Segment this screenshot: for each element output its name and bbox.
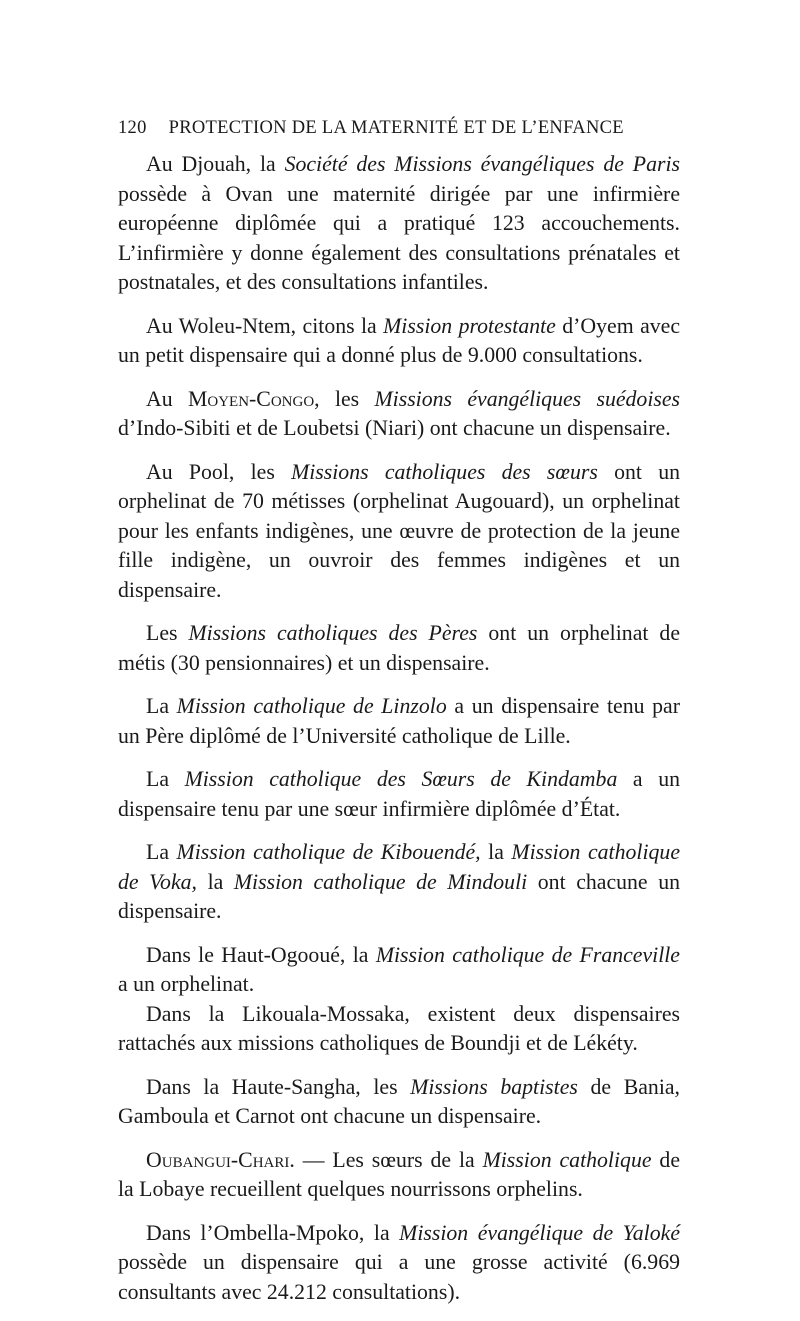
small-caps-run: Moyen-Congo [187,386,315,411]
text-run: Les [146,621,189,645]
italic-run: Mission catholique de Mindouli [233,869,528,894]
paragraph-haute-sangha [118,1073,680,1132]
italic-run: Mission catholique de Linzolo [176,694,447,718]
text-run: de Bania, Gamboula et Carnot ont chacune un dispensaire. [118,1074,680,1128]
text-run: d’Oyem avec un petit dispensaire qui a donné plus de 9.000 consultations. [118,313,680,367]
italic-run: Missions catholiques des sœurs [291,459,598,484]
text-run: — Les sœurs de la [294,1147,483,1172]
italic-run: Missions évangéliques suédoises [374,386,681,411]
text-run: a un dispensaire tenu par une sœur infirmière diplômée d’État. [118,767,680,821]
paragraph-linzolo [118,692,680,751]
text-run: La [146,767,185,791]
text-run: Dans la Likouala-Mossaka, existent deux dispensaires rattachés aux missions catholiques de Boundji et de Lékéty. [118,1001,680,1055]
paragraph-pool [118,458,680,606]
paragraph-oubangui-chari [118,1146,680,1205]
text-run: possède un dispensaire qui a une grosse activité (6.969 consultants avec 24.212 consultations). [118,1250,680,1304]
page-number: 120 [118,118,147,138]
text-run: Au Pool, les [146,459,292,484]
paragraph-moyen-congo [118,385,680,444]
running-header [118,118,678,139]
paragraph-haut-ogooue [118,941,680,1000]
text-run: a un dispensaire tenu par un Père diplômé de l’Université catholique de Lille. [118,694,680,748]
text-run: ont un orphelinat de 70 métisses (orphelinat Augouard), un orphelinat pour les enfants indigènes, une œuvre de protection de la jeune fille indigène, un ouvroir des femmes indigènes et un dispensaire. [118,459,681,602]
paragraph-kindamba [118,765,680,824]
italic-run: Mission protestante [383,313,556,338]
text-run: ont un orphelinat de métis (30 pensionnaires) et un dispensaire. [118,621,681,675]
italic-run: Mission catholique des Sœurs de Kindamba [184,767,618,791]
text-run: Dans l’Ombella-Mpoko, la [146,1220,400,1245]
body-text [118,150,680,1321]
text-run: Au Woleu-Ntem, citons la [146,313,384,338]
small-caps-run: Oubangui-Chari. [146,1147,295,1172]
italic-run: Mission catholique de Kibouendé, [176,840,481,864]
paragraph-kibouende [118,838,680,927]
text-run: Dans le Haut-Ogooué, la [146,942,376,967]
italic-run: Mission évangélique de Yaloké [399,1220,680,1245]
text-run: Au Djouah, la [146,152,285,176]
italic-run: Société des Missions évangéliques de Paris [284,152,680,176]
paragraph-likouala-mossaka [118,1000,680,1059]
italic-run: Mission catholique [482,1147,652,1172]
text-run: la [480,840,512,864]
text-run: ont chacune un dispensaire. [118,869,680,923]
running-title: PROTECTION DE LA MATERNITÉ ET DE L’ENFANCE [168,118,624,138]
text-run: d’Indo-Sibiti et de Loubetsi (Niari) ont chacune un dispensaire. [118,416,671,440]
text-run: de la Lobaye recueillent quelques nourrissons orphelins. [118,1147,680,1201]
paragraph-ombella-mpoko [118,1219,680,1308]
text-run: a un orphelinat. [118,972,255,996]
text-run: La [146,840,177,864]
italic-run: Mission catholique de Voka, [118,840,680,894]
text-run: La [146,694,177,718]
text-run: , les [314,386,375,411]
paragraph-woleu-ntem [118,312,680,371]
text-run: la [196,869,234,894]
italic-run: Missions catholiques des Pères [188,621,478,645]
text-run: Au [146,386,188,411]
italic-run: Missions baptistes [410,1074,578,1099]
paragraph-peres [118,619,680,678]
paragraph-djouah [118,150,680,298]
text-run: Dans la Haute-Sangha, les [146,1074,411,1099]
italic-run: Mission catholique de Franceville [375,942,680,967]
text-run: possède à Ovan une maternité dirigée par une infirmière européenne diplômée qui a pratiqué 123 accouchements. L’infirmière y donne également des consultations prénatales et postnatales, et des consultations infantiles. [118,181,680,294]
